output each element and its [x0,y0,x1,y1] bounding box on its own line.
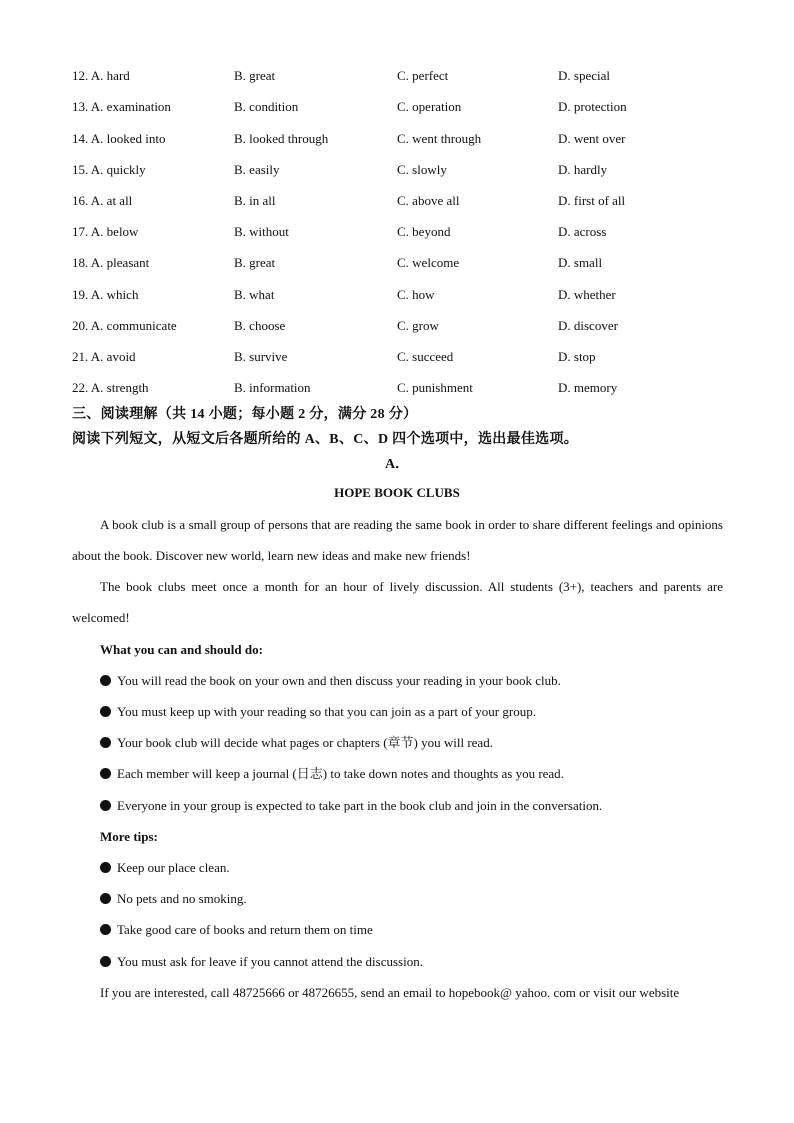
option-row-16 [72,191,732,211]
option-d: D. stop [558,349,596,364]
option-b: B. looked through [234,131,329,146]
option-a: 12. A. hard [72,68,130,83]
option-c: C. went through [397,131,482,146]
bullet-icon [100,862,111,873]
contact-line: If you are interested, call 48725666 or 48726655, send an email to hopebook@ yahoo. com or visit our website [100,985,680,1000]
option-d: D. discover [558,318,618,333]
what-you-can-do-label: What you can and should do: [100,642,263,657]
option-d: D. protection [558,99,627,114]
option-a: 15. A. quickly [72,162,146,177]
tip-item [100,952,423,972]
option-b: B. condition [234,99,299,114]
option-a: 18. A. pleasant [72,255,150,270]
option-b: B. great [234,68,276,83]
option-c: C. succeed [397,349,454,364]
option-a: 20. A. communicate [72,318,177,333]
option-c: C. punishment [397,380,473,395]
option-row-21 [72,347,732,367]
bullet-icon [100,768,111,779]
option-b: B. what [234,287,275,302]
option-b: B. without [234,224,289,239]
option-c: C. slowly [397,162,447,177]
option-a: 22. A. strength [72,380,149,395]
bullet-icon [100,675,111,686]
option-row-15 [72,160,732,180]
rule-item [100,764,564,784]
bullet-icon [100,956,111,967]
passage-label: A． [384,457,410,472]
bullet-icon [100,737,111,748]
rule-text: You will read the book on your own and then discuss your reading in your book club. [117,673,561,688]
option-b: B. in all [234,193,276,208]
rule-item [100,671,561,691]
option-d: D. went over [558,131,626,146]
tip-item [100,889,247,909]
option-b: B. great [234,255,276,270]
option-a: 21. A. avoid [72,349,136,364]
rule-text: You must keep up with your reading so that you can join as a part of your group. [117,704,536,719]
option-c: C. operation [397,99,462,114]
bullet-icon [100,893,111,904]
section-heading: 三、阅读理解（共 14 小题；每小题 2 分，满分 28 分） [72,407,418,422]
option-c: C. beyond [397,224,451,239]
option-d: D. special [558,68,610,83]
option-row-13 [72,97,732,117]
tip-text: No pets and no smoking. [117,891,247,906]
option-b: B. easily [234,162,280,177]
bullet-icon [100,706,111,717]
option-b: B. choose [234,318,286,333]
bullet-icon [100,800,111,811]
option-row-17 [72,222,732,242]
tip-text: Keep our place clean. [117,860,230,875]
option-row-14 [72,129,732,149]
option-d: D. memory [558,380,618,395]
option-b: B. survive [234,349,288,364]
more-tips-label: More tips: [100,829,158,844]
option-c: C. how [397,287,435,302]
tip-item [100,858,230,878]
option-d: D. whether [558,287,616,302]
option-a: 17. A. below [72,224,139,239]
section-instruction: 阅读下列短文，从短文后各题所给的 A、B、C、D 四个选项中，选出最佳选项。 [72,432,579,447]
option-d: D. hardly [558,162,608,177]
paragraph-intro: A book club is a small group of persons that are reading the same book in order to share different feelings and opinions about the book. Discover new world, learn new ideas and make new friends! [72,517,723,564]
tip-text: Take good care of books and return them on time [117,922,373,937]
option-c: C. above all [397,193,460,208]
rule-item [100,733,493,753]
passage-title: HOPE BOOK CLUBS [334,485,460,500]
option-d: D. first of all [558,193,626,208]
option-c: C. perfect [397,68,449,83]
rule-item [100,796,602,816]
option-a: 19. A. which [72,287,139,302]
option-row-22 [72,378,732,398]
rule-text: Everyone in your group is expected to take part in the book club and join in the conversation. [117,798,603,813]
option-d: D. across [558,224,607,239]
tip-text: You must ask for leave if you cannot attend the discussion. [117,954,423,969]
option-c: C. welcome [397,255,460,270]
option-c: C. grow [397,318,439,333]
option-a: 13. A. examination [72,99,171,114]
option-row-18 [72,253,732,273]
option-b: B. information [234,380,311,395]
option-row-12 [72,66,732,86]
option-row-20 [72,316,732,336]
rule-text: Each member will keep a journal (日志) to take down notes and thoughts as you read. [117,766,564,781]
tip-item [100,920,373,940]
bullet-icon [100,924,111,935]
rule-item [100,702,536,722]
option-row-19 [72,285,732,305]
rule-text: Your book club will decide what pages or chapters (章节) you will read. [117,735,493,750]
option-d: D. small [558,255,603,270]
option-a: 16. A. at all [72,193,133,208]
option-a: 14. A. looked into [72,131,166,146]
paragraph-meeting: The book clubs meet once a month for an hour of lively discussion. All students (3+), teachers and parents are welcomed! [72,579,723,626]
